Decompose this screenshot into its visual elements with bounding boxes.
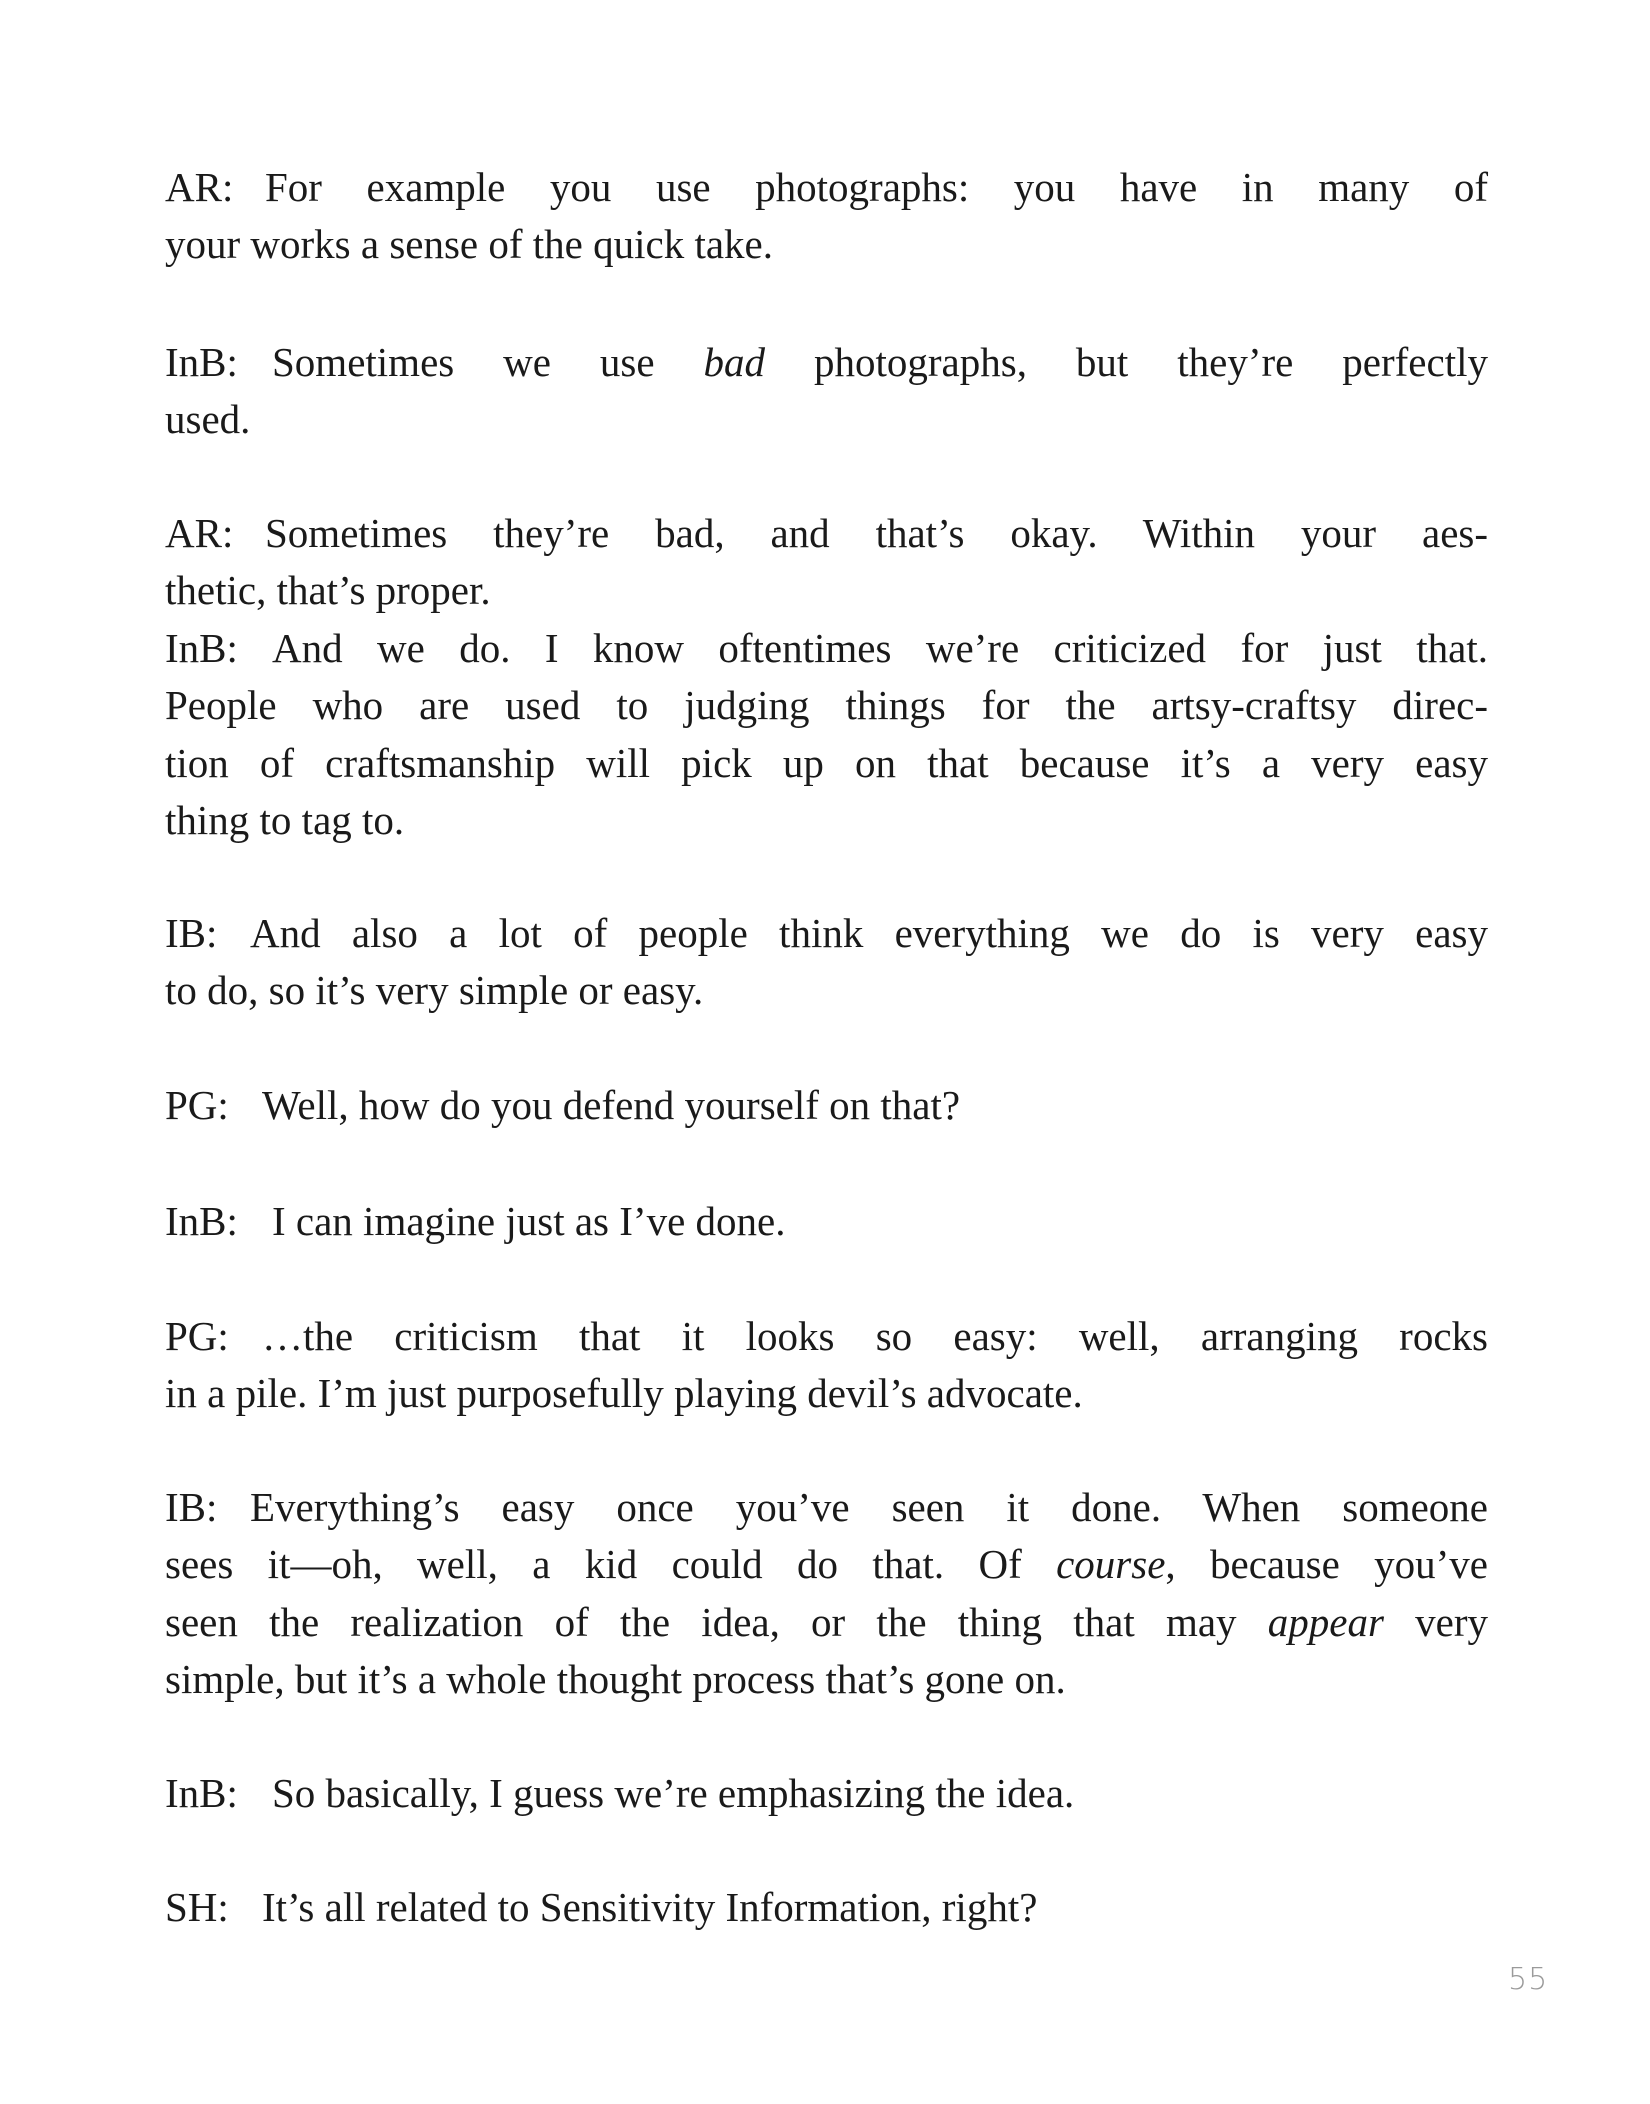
- text-line: [165, 1651, 1488, 1708]
- text-segment: Well, how do you defend yourself on that?: [262, 1082, 961, 1128]
- speaker-label: AR:: [165, 510, 234, 556]
- text-segment: used.: [165, 396, 251, 443]
- text-segment: Sometimes they’re bad, and that’s okay. Within your aes-: [265, 510, 1488, 556]
- dialogue-paragraph: [165, 1193, 1488, 1250]
- page-number: 55: [1508, 1962, 1549, 1997]
- text-segment: Sometimes we use: [272, 339, 704, 385]
- text-line: [165, 216, 1488, 273]
- text-segment: your works a sense of the quick take.: [165, 221, 773, 268]
- text-segment: sees it—oh, well, a kid could do that. Of: [165, 1541, 1057, 1588]
- text-segment: seen the realization of the idea, or the thing that may: [165, 1598, 1268, 1645]
- text-segment: I can imagine just as I’ve done.: [272, 1198, 786, 1244]
- text-line: [165, 792, 1488, 849]
- text-segment: So basically, I guess we’re emphasizing the idea.: [272, 1770, 1075, 1816]
- speaker-label: InB:: [165, 1198, 238, 1244]
- text-segment: …the criticism that it looks so easy: well, arranging rocks: [262, 1313, 1488, 1359]
- text-segment: thetic, that’s proper.: [165, 567, 491, 614]
- dialogue-paragraph: [165, 1479, 1488, 1709]
- speaker-label: InB:: [165, 1770, 238, 1816]
- speaker-label: AR:: [165, 164, 234, 210]
- text-line: [165, 677, 1488, 734]
- text-segment: , because you’ve: [1165, 1541, 1488, 1588]
- dialogue-paragraph: [165, 1077, 1488, 1134]
- text-line: [165, 905, 1488, 962]
- speaker-label: InB:: [165, 339, 238, 385]
- dialogue-paragraph: [165, 1765, 1488, 1822]
- speaker-label: InB:: [165, 625, 238, 671]
- dialogue-paragraph: [165, 334, 1488, 449]
- text-segment: For example you use photographs: you have in many of: [265, 164, 1488, 210]
- italic-text: bad: [703, 339, 766, 385]
- text-line: [165, 1765, 1488, 1822]
- text-segment: simple, but it’s a whole thought process that’s gone on.: [165, 1656, 1066, 1703]
- text-line: [165, 1193, 1488, 1250]
- dialogue-paragraph: [165, 1879, 1488, 1936]
- text-line: [165, 962, 1488, 1019]
- dialogue-paragraph: [165, 505, 1488, 620]
- text-line: [165, 562, 1488, 619]
- text-line: [165, 1479, 1488, 1536]
- text-line: [165, 1077, 1488, 1134]
- text-line: [165, 391, 1488, 448]
- text-segment: thing to tag to.: [165, 797, 405, 844]
- dialogue-paragraph: [165, 905, 1488, 1020]
- text-segment: tion of craftsmanship will pick up on that because it’s a very easy: [165, 739, 1488, 786]
- dialogue-paragraph: [165, 1308, 1488, 1423]
- text-segment: photographs, but they’re perfectly: [765, 339, 1488, 385]
- text-line: [165, 1365, 1488, 1422]
- text-line: [165, 334, 1488, 391]
- speaker-label: PG:: [165, 1313, 229, 1359]
- text-line: [165, 505, 1488, 562]
- text-line: [165, 1594, 1488, 1651]
- text-segment: And also a lot of people think everything we do is very easy: [250, 910, 1488, 956]
- speaker-label: PG:: [165, 1082, 229, 1128]
- speaker-label: SH:: [165, 1884, 229, 1930]
- text-line: [165, 159, 1488, 216]
- text-segment: People who are used to judging things for the artsy-craftsy direc-: [165, 682, 1488, 729]
- italic-text: appear: [1267, 1598, 1384, 1645]
- speaker-label: IB:: [165, 1484, 218, 1530]
- text-segment: And we do. I know oftentimes we’re criticized for just that.: [272, 625, 1488, 671]
- text-segment: to do, so it’s very simple or easy.: [165, 967, 704, 1014]
- text-segment: in a pile. I’m just purposefully playing devil’s advocate.: [165, 1370, 1083, 1417]
- text-segment: very: [1383, 1598, 1488, 1645]
- text-line: [165, 620, 1488, 677]
- text-line: [165, 1308, 1488, 1365]
- dialogue-paragraph: [165, 620, 1488, 850]
- text-line: [165, 1536, 1488, 1593]
- text-segment: Everything’s easy once you’ve seen it done. When someone: [250, 1484, 1488, 1530]
- italic-text: course: [1056, 1541, 1166, 1588]
- text-line: [165, 1879, 1488, 1936]
- text-segment: It’s all related to Sensitivity Information, right?: [262, 1884, 1038, 1930]
- speaker-label: IB:: [165, 910, 218, 956]
- dialogue-paragraph: [165, 159, 1488, 274]
- text-line: [165, 735, 1488, 792]
